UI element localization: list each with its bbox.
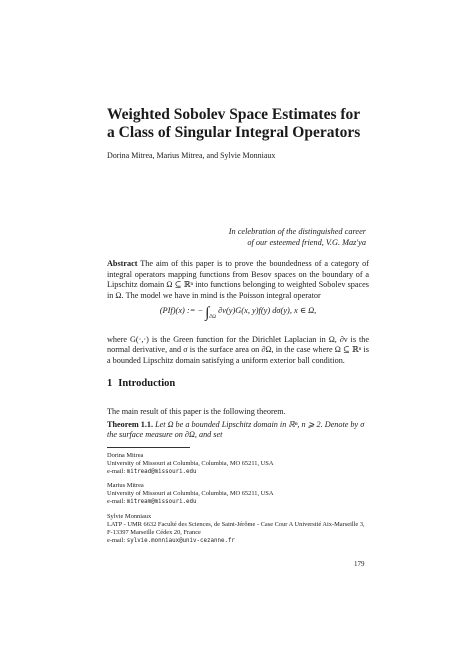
abstract-label: Abstract: [107, 259, 138, 268]
abstract: [107, 259, 369, 301]
integral-sign: ∫: [205, 305, 210, 321]
affiliation-sylvie-monniaux: [107, 513, 369, 545]
affiliation-email-line: [107, 537, 369, 545]
affiliation-name: Sylvie Monniaux: [107, 513, 152, 520]
intro-paragraph: The main result of this paper is the following theorem.: [107, 407, 286, 416]
equation-rhs: ∂ν(y)G(x, y)f(y) dσ(y), x ∈ Ω,: [218, 306, 317, 315]
affiliation-marius-mitrea: [107, 482, 369, 506]
dedication-line-2: of our esteemed friend, V.G. Maz'ya: [247, 237, 366, 247]
dedication-line-1: In celebration of the distinguished career: [228, 227, 366, 236]
section-heading: [107, 378, 175, 389]
section-number: 1: [107, 378, 113, 389]
email-address[interactable]: mitream@missouri.edu: [126, 499, 197, 506]
poisson-operator-equation: [107, 305, 369, 322]
email-prefix: e-mail:: [107, 498, 126, 506]
abstract-continued: where G(·,·) is the Green function for the Dirichlet Laplacian in Ω, ∂ν is the normal derivative, and σ is the surface area on ∂Ω, in the case where Ω ⊆ ℝⁿ is a bounded Lipschitz domain satisfying a uniform exterior ball condition.: [107, 335, 369, 365]
dedication: [116, 227, 366, 248]
email-prefix: e-mail:: [107, 468, 126, 476]
affiliation-address: University of Missouri at Columbia, Columbia, MO 65211, USA: [107, 460, 274, 468]
email-address[interactable]: mitread@missouri.edu: [126, 469, 197, 476]
affiliation-address: LATP - UMR 6632 Faculté des Sciences, de Saint-Jérôme - Case Cour A Université Aix-Marseille 3, F-13397 Marseille Cédex 20, France: [107, 521, 365, 537]
email-prefix: e-mail:: [107, 537, 126, 545]
abstract-text: The aim of this paper is to prove the boundedness of a category of integral operators mapping functions from Besov spaces on the boundary of a Lipschitz domain Ω ⊆ ℝⁿ into functions belonging to weighted Sobolev spaces in Ω. The model we have in mind is the Poisson integral operator: [107, 259, 369, 300]
page-number: 179: [354, 560, 365, 568]
section-title: Introduction: [118, 378, 176, 389]
title-line-2: a Class of Singular Integral Operators: [107, 124, 361, 141]
equation-lhs: (PIf)(x) := −: [159, 306, 204, 315]
email-address[interactable]: sylvie.monniaux@univ-cezanne.fr: [126, 538, 235, 545]
theorem-1-1: [107, 420, 369, 441]
affiliation-dorina-mitrea: [107, 452, 369, 476]
affiliation-email-line: [107, 468, 369, 476]
affiliation-name: Marius Mitrea: [107, 482, 144, 489]
author-list: Dorina Mitrea, Marius Mitrea, and Sylvie Monniaux: [107, 151, 276, 160]
title-line-1: Weighted Sobolev Space Estimates for: [107, 106, 361, 123]
paper-title: [107, 106, 407, 142]
affiliation-email-line: [107, 498, 369, 506]
footnote-divider: [107, 447, 190, 448]
affiliation-name: Dorina Mitrea: [107, 452, 144, 459]
affiliation-address: University of Missouri at Columbia, Columbia, MO 65211, USA: [107, 490, 274, 498]
equation-domain: ∂Ω: [209, 314, 217, 320]
theorem-text: Let Ω be a bounded Lipschitz domain in ℝⁿ, n ⩾ 2. Denote by σ the surface measure on ∂Ω, and set: [107, 420, 365, 440]
theorem-label: Theorem 1.1.: [107, 420, 154, 429]
